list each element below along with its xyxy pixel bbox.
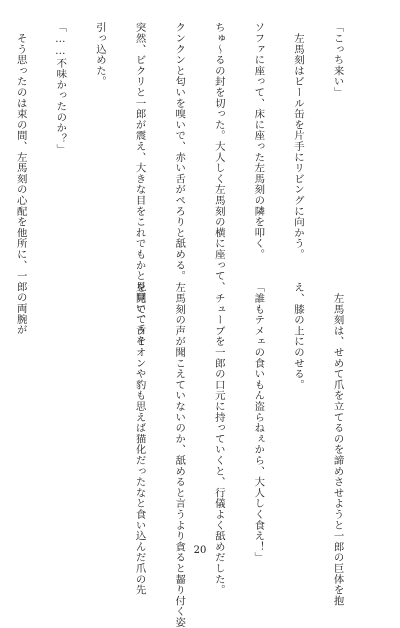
text-line: を見て、ライオンや豹も思えば猫化だったなと食い込んだ爪の先 xyxy=(133,282,146,596)
page-number: 20 xyxy=(193,545,207,556)
text-line: クンクンと匂いを嗅いで、赤い舌がぺろりと舐める。 xyxy=(173,22,186,282)
text-line: 左馬刻は、せめて爪を立てるのを諦めさせようと一郎の巨体を抱 xyxy=(331,282,344,606)
text-line: そう思ったのは束の間、左馬刻の心配を他所に、一郎の両腕が xyxy=(14,22,27,336)
text-line: 引っ込めた。 xyxy=(93,22,106,87)
text-line: え、膝の上にのせる。 xyxy=(291,282,304,390)
text-line: ソファに座って、床に座った左馬刻の隣を叩く。 xyxy=(252,22,265,260)
text-line: チューブを一郎の口元に持っていくと、行儀よく舐めだした。 xyxy=(212,282,225,596)
text-line: 突然、ビクリと一郎が震え、大きな目をこれでもかと見開いて舌を xyxy=(133,22,146,346)
text-line: 「誰もテメェの食いもん盗らねぇから、大人しく食え！」 xyxy=(252,282,265,563)
text-line: 左馬刻の声が聞こえていないのか、舐めると言うより貪ると齧り付く姿 xyxy=(173,282,186,628)
text-line: 「こっち来い」 xyxy=(331,22,344,98)
text-line: 「……不味かったのか？」 xyxy=(54,22,67,155)
text-line: ちゅ〜るの封を切った。大人しく左馬刻の横に座って、 xyxy=(212,22,225,292)
text-line: 左馬刻はビール缶を片手にリビングに向かう。 xyxy=(291,22,304,260)
